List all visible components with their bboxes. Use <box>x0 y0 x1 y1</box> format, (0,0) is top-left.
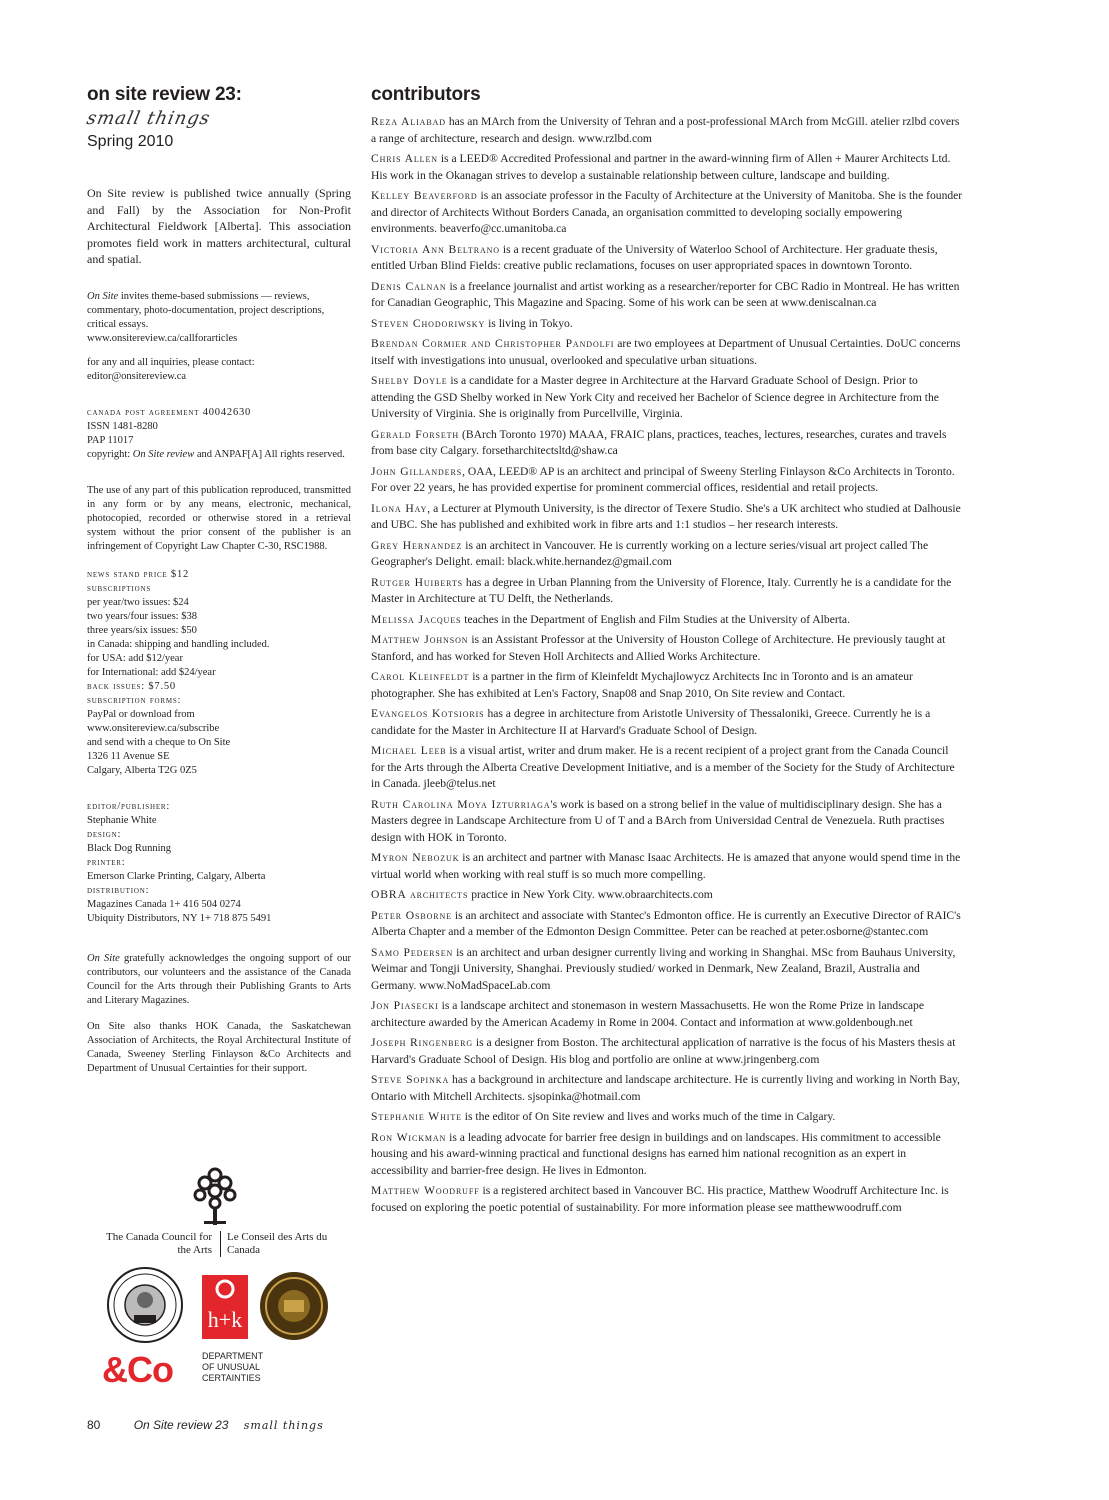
contributor-entry <box>371 427 963 460</box>
newsstand-price: news stand price $12 <box>87 568 190 580</box>
contributor-name: Melissa Jacques <box>371 612 462 626</box>
price-line: in Canada: shipping and handling included. <box>87 638 270 650</box>
contributor-entry <box>371 1072 963 1105</box>
contributor-name: Steven Chodoriwsky <box>371 316 486 330</box>
contributor-entry <box>371 612 963 629</box>
contributor-bio: is a landscape architect and stonemason in western Massachusetts. He won the Rome Prize in landscape architecture awarded by the American Academy in Rome in 2004. Contact and information at www.goldenbough.net <box>371 999 924 1029</box>
post-agreement: canada post agreement 40042630 <box>87 406 252 418</box>
price-line: for International: add $24/year <box>87 666 216 678</box>
contributor-bio: is a freelance journalist and artist working as a researcher/reporter for CBC Radio in Montreal. He has written for Canadian Geographic, This Magazine and Spacing. Some of his work can be seen at www.deniscalnan.ca <box>371 279 960 309</box>
contributor-bio: (BArch Toronto 1970) MAAA, FRAIC plans, practices, teaches, lectures, researches, curates and travels from base city Calgary. forsetharchitectsltd@shaw.ca <box>371 427 947 457</box>
contributors-heading: contributors <box>371 84 481 105</box>
contributor-name: Evangelos Kotsioris <box>371 707 485 720</box>
price-line: two years/four issues: $38 <box>87 610 197 622</box>
contributor-name: Peter Osborne <box>371 908 452 922</box>
contributor-entry <box>371 1109 963 1126</box>
contributor-entry <box>371 188 963 238</box>
editor-label: editor/publisher: <box>87 800 171 812</box>
contributor-entry <box>371 908 963 941</box>
raic-seal-icon <box>258 1270 330 1342</box>
contributor-bio: is the editor of On Site review and lives and works much of the time in Calgary. <box>461 1110 836 1123</box>
credits-block <box>87 800 351 926</box>
copyright-post: and ANPAF[A] All rights reserved. <box>194 448 345 460</box>
contributor-bio: is an architect and partner with Manasc Isaac Architects. He is amazed that anyone would spend time in the virtual world when working with real stuff is so much more compelling. <box>371 851 961 881</box>
footer-script: small things <box>243 1419 324 1432</box>
contributor-bio: has a background in architecture and landscape architecture. He is currently living and working in North Bay, Ontario with Mitchell Architects. sjsopinka@hotmail.com <box>371 1073 960 1103</box>
contributor-name: Stephanie White <box>371 1110 462 1123</box>
contributor-entry <box>371 316 963 333</box>
contributor-entry <box>371 1183 963 1216</box>
issn: ISSN 1481-8280 <box>87 420 158 432</box>
issue-theme-script: small things <box>84 108 213 129</box>
subscription-forms-label: subscription forms: <box>87 694 182 706</box>
pap-number: PAP 11017 <box>87 434 134 446</box>
contributor-entry <box>371 706 963 739</box>
acknowledgement-text: gratefully acknowledges the ongoing support of our contributors, our volunteers and the assistance of the Canada Council for the Arts through their Publishing Grants to Arts and Literary Magazines. <box>87 952 351 1006</box>
contributor-bio: , a Lecturer at Plymouth University, is the director of Texere Studio. She's a UK architect who studied at Dalhousie and UBC. She has published and exhibited work in fibre arts and 1:1 studios – her research interests. <box>371 501 961 531</box>
hk-logo-icon <box>202 1275 248 1339</box>
contributor-bio: is a LEED® Accredited Professional and partner in the award-winning firm of Allen + Maurer Architects Ltd. His work in the Okanagan strives to develop a sustainable relationship between culture, landscape and building. <box>371 152 951 182</box>
subscriptions-label: subscriptions <box>87 582 152 594</box>
contributor-name: Rutger Huiberts <box>371 575 464 589</box>
contributor-name: Brendan Cormier and Christopher Pandolfi <box>371 337 615 350</box>
contributor-name: Matthew Johnson <box>371 633 469 646</box>
department-unusual-certainties <box>202 1351 263 1384</box>
copyright-italic: On Site review <box>132 448 195 460</box>
forms-line[interactable]: www.onsitereview.ca/subscribe <box>87 722 220 734</box>
contributor-bio: has a degree in Urban Planning from the University of Florence, Italy. Currently he is a candidate for the Master in Architecture at TU Delft, the Netherlands. <box>371 575 952 605</box>
dept-line: OF UNUSUAL <box>202 1362 261 1372</box>
contributors-column <box>371 84 963 1220</box>
contributor-name: Gerald Forseth <box>371 427 460 441</box>
masthead-column <box>84 84 351 1076</box>
distribution-line: Ubiquity Distributors, NY 1+ 718 875 5491 <box>87 912 272 924</box>
contributor-name: OBRA architects <box>371 888 469 901</box>
contributor-bio: has a degree in architecture from Aristotle University of Thessaloniki, Greece. Currently he is a candidate for the Master in Architecture II at Harvard's Graduate School of Design. <box>371 707 931 737</box>
contributor-entry <box>371 575 963 608</box>
contributor-name: Joseph Ringenberg <box>371 1036 474 1049</box>
contributor-bio: , OAA, LEED® AP is an architect and principal of Sweeny Sterling Finlayson &Co Architects in Toronto. For over 22 years, he has provided expertise for prominent commercial offices, residential and retail projects. <box>371 464 955 494</box>
submissions-paragraph <box>87 290 351 346</box>
dept-line: DEPARTMENT <box>202 1351 264 1361</box>
contributor-entry <box>371 669 963 702</box>
forms-line: 1326 11 Avenue SE <box>87 750 170 762</box>
contributor-name: Grey Hernandez <box>371 538 463 552</box>
canada-council-fr: Le Conseil des Arts du Canada <box>220 1231 357 1257</box>
distribution-line: Magazines Canada 1+ 416 504 0274 <box>87 898 241 910</box>
contributor-name: Carol Kleinfeldt <box>371 670 470 683</box>
canada-council-en: The Canada Council for the Arts <box>106 1231 212 1256</box>
contributor-bio: are two employees at Department of Unusual Certainties. DoUC concerns itself with investigations into unusual, overlooked and speculative urban situations. <box>371 337 961 367</box>
contributor-bio: is a leading advocate for barrier free design in buildings and on landscapes. His commitment to accessible housing and his award-winning practical and functional designs has earned him national recognition as an expert in accessibility and barrier-free design. He lives in Edmonton. <box>371 1130 941 1177</box>
contributor-bio: is an architect in Vancouver. He is currently working on a lecture series/visual art project called The Geographer's Delight. email: black.white.hernandez@gmail.com <box>371 538 929 568</box>
saskatchewan-architects-seal-icon <box>100 1265 190 1345</box>
contributor-entry <box>371 538 963 571</box>
submissions-url[interactable]: www.onsitereview.ca/callforarticles <box>87 332 238 344</box>
forms-line: PayPal or download from <box>87 708 195 720</box>
inquiries-email[interactable]: editor@onsitereview.ca <box>87 370 187 382</box>
contributor-bio: is a candidate for a Master degree in Architecture at the Harvard Graduate School of Design. Prior to attending the GSD Shelby worked in New York City and received her Bachelor of Science degree in Architecture from the University of Virginia. She is originally from Purcellville, Virginia. <box>371 374 939 420</box>
contributor-name: Shelby Doyle <box>371 374 448 387</box>
contributor-entry <box>371 114 963 147</box>
contributor-bio: is living in Tokyo. <box>485 316 573 330</box>
acknowledgement-paragraph <box>87 952 351 1008</box>
forms-line: Calgary, Alberta T2G 0Z5 <box>87 764 197 776</box>
contributor-name: Reza Aliabad <box>371 115 446 128</box>
andco-logo: &Co <box>102 1349 173 1390</box>
contributor-bio: practice in New York City. www.obraarchitects.com <box>468 888 713 901</box>
contributor-bio: is an architect and associate with Stantec's Edmonton office. He is currently an Executive Director of RAIC's Alberta Chapter and a member of the Edmonton Design Committee. Peter can be reached at peter.osborne@stantec.com <box>371 908 961 938</box>
contributor-bio: is a recent graduate of the University of Waterloo School of Architecture. Her graduate thesis, entitled Urban Blind Fields: creative public reclamations, focuses on user appropriated spaces in downtown Toronto. <box>371 242 938 272</box>
contributor-entry <box>371 242 963 275</box>
printer-name: Emerson Clarke Printing, Calgary, Alberta <box>87 870 266 882</box>
contributor-name: Michael Leeb <box>371 744 447 757</box>
contributor-bio: is a visual artist, writer and drum maker. He is a recent recipient of a project grant from the Canada Council for the Arts through the Alberta Creative Development Initiative, and is a member of the Society for the Study of Architecture in Canada. jleeb@telus.net <box>371 744 955 790</box>
intro-paragraph: On Site review is published twice annually (Spring and Fall) by the Association for Non-Profit Architectural Fieldwork [Alberta]. This association promotes field work in matters architectural, cultural and spatial. <box>87 186 351 266</box>
acknowledgement-lead: On Site <box>87 952 120 964</box>
contributor-name: John Gillanders <box>371 464 463 478</box>
contributor-entry <box>371 1130 963 1180</box>
price-line: for USA: add $12/year <box>87 652 183 664</box>
contributor-bio: is a partner in the firm of Kleinfeldt Mychajlowycz Architects Inc in Toronto and is an amateur photographer. She has exhibited at Len's Factory, Snap08 and Snap 2010, On Site review and Contact. <box>371 670 913 700</box>
publication-title: on site review 23: <box>87 84 242 105</box>
design-label: design: <box>87 828 122 840</box>
inquiries-block <box>87 356 351 384</box>
contributor-entry <box>371 632 963 665</box>
issue-season: Spring 2010 <box>87 133 174 150</box>
printer-label: printer: <box>87 856 126 868</box>
contributor-entry <box>371 464 963 497</box>
contributor-bio: 's work is based on a strong belief in the value of multidisciplinary design. She has a Masters degree in Landscape Architecture from U of T and a BArch from Universidad Central de Venezuela. Ruth practises design with HOK in Toronto. <box>371 797 945 844</box>
footer-publication: On Site review 23 <box>133 1418 229 1432</box>
price-line: per year/two issues: $24 <box>87 596 189 608</box>
page-number: 80 <box>87 1418 101 1432</box>
contributor-bio: teaches in the Department of English and Film Studies at the University of Alberta. <box>461 612 850 626</box>
contributor-entry <box>371 336 963 369</box>
contributor-entry <box>371 279 963 312</box>
contributor-entry <box>371 373 963 423</box>
contributor-bio: is a registered architect based in Vancouver BC. His practice, Matthew Woodruff Architecture Inc. is focused on exploring the poetic potential of sustainability. For more information please see matthewwoodruff.com <box>371 1184 949 1214</box>
contributor-bio: has an MArch from the University of Tehran and a post-professional MArch from McGill. atelier rzlbd covers a range of architecture, research and design. www.rzlbd.com <box>371 115 960 145</box>
contributor-name: Kelley Beaverford <box>371 189 478 202</box>
contributors-list <box>371 114 963 1216</box>
canada-council-emblem-icon <box>188 1165 242 1227</box>
contributor-name: Ron Wickman <box>371 1130 447 1144</box>
contributor-name: Jon Piasecki <box>371 999 439 1012</box>
contributor-name: Samo Pedersen <box>371 945 454 959</box>
contributor-entry <box>371 501 963 534</box>
publication-info <box>87 406 351 462</box>
contributor-name: Denis Calnan <box>371 279 447 293</box>
sponsor-logos <box>100 1165 360 1395</box>
contributor-entry <box>371 850 963 883</box>
contributor-bio: is an architect and urban designer currently living and working in Shanghai. MSc from Bauhaus University, Weimar and Tongji University, Shanghai. Previously studied/ worked in Denmark, New Zealand, Brazil, Australia and Germany. www.NoMadSpaceLab.com <box>371 945 956 992</box>
contributor-name: Steve Sopinka <box>371 1073 450 1086</box>
contributor-bio: is an Assistant Professor at the University of Houston College of Architecture. He previously taught at Stanford, and has worked for Steven Holl Architects and Allied Works Architecture. <box>371 633 946 663</box>
contributor-entry <box>371 1035 963 1068</box>
dept-line: CERTAINTIES <box>202 1373 261 1383</box>
contributor-bio: is an associate professor in the Faculty of Architecture at the University of Manitoba. She is the founder and director of Architects Without Borders Canada, an organisation committed to developing socially empowering environments. beaverfo@cc.umanitoba.ca <box>371 189 963 235</box>
contributor-bio: is a designer from Boston. The architectural application of narrative is the focus of his Masters thesis at Harvard's Graduate School of Design. His blog and portfolio are online at www.jringenberg.com <box>371 1036 956 1066</box>
distribution-label: distribution: <box>87 884 150 896</box>
contributor-name: Victoria Ann Beltrano <box>371 242 500 256</box>
contributor-entry <box>371 797 963 847</box>
contributor-entry <box>371 743 963 793</box>
design-name: Black Dog Running <box>87 842 171 854</box>
contributor-entry <box>371 151 963 184</box>
contributor-entry <box>371 887 963 904</box>
contributor-name: Myron Nebozuk <box>371 851 460 864</box>
contributor-entry <box>371 998 963 1031</box>
thanks-paragraph: On Site also thanks HOK Canada, the Saskatchewan Association of Architects, the Royal Architectural Institute of Canada, Sweeney Sterling Finlayson &Co Architects and Department of Unusual Certainties for their support. <box>87 1020 351 1074</box>
submissions-text: invites theme-based submissions — reviews, commentary, photo-documentation, project descriptions, critical essays. <box>87 290 325 330</box>
pricing-block <box>87 568 351 778</box>
submissions-lead: On Site <box>87 290 119 302</box>
contributor-name: Chris Allen <box>371 152 438 165</box>
contributor-entry <box>371 945 963 995</box>
hk-mark: h+k <box>207 1307 243 1332</box>
page-footer <box>87 1418 324 1432</box>
legal-notice: The use of any part of this publication reproduced, transmitted in any form or by any means, electronic, mechanical, photocopied, recorded or otherwise stored in a retrieval system without the prior consent of the publisher is an infringement of Copyright Law Chapter C-30, RSC1988. <box>87 484 351 552</box>
forms-line: and send with a cheque to On Site <box>87 736 231 748</box>
editor-name: Stephanie White <box>87 814 157 826</box>
copyright-pre: copyright: <box>87 448 133 460</box>
price-line: three years/six issues: $50 <box>87 624 197 636</box>
contributor-name: Matthew Woodruff <box>371 1184 480 1197</box>
contributor-name: Ilona Hay <box>371 501 428 515</box>
inquiries-text: for any and all inquiries, please contact: <box>87 356 255 368</box>
back-issues: back issues: $7.50 <box>87 680 176 692</box>
contributor-name: Ruth Carolina Moya Izturriaga <box>371 797 551 811</box>
